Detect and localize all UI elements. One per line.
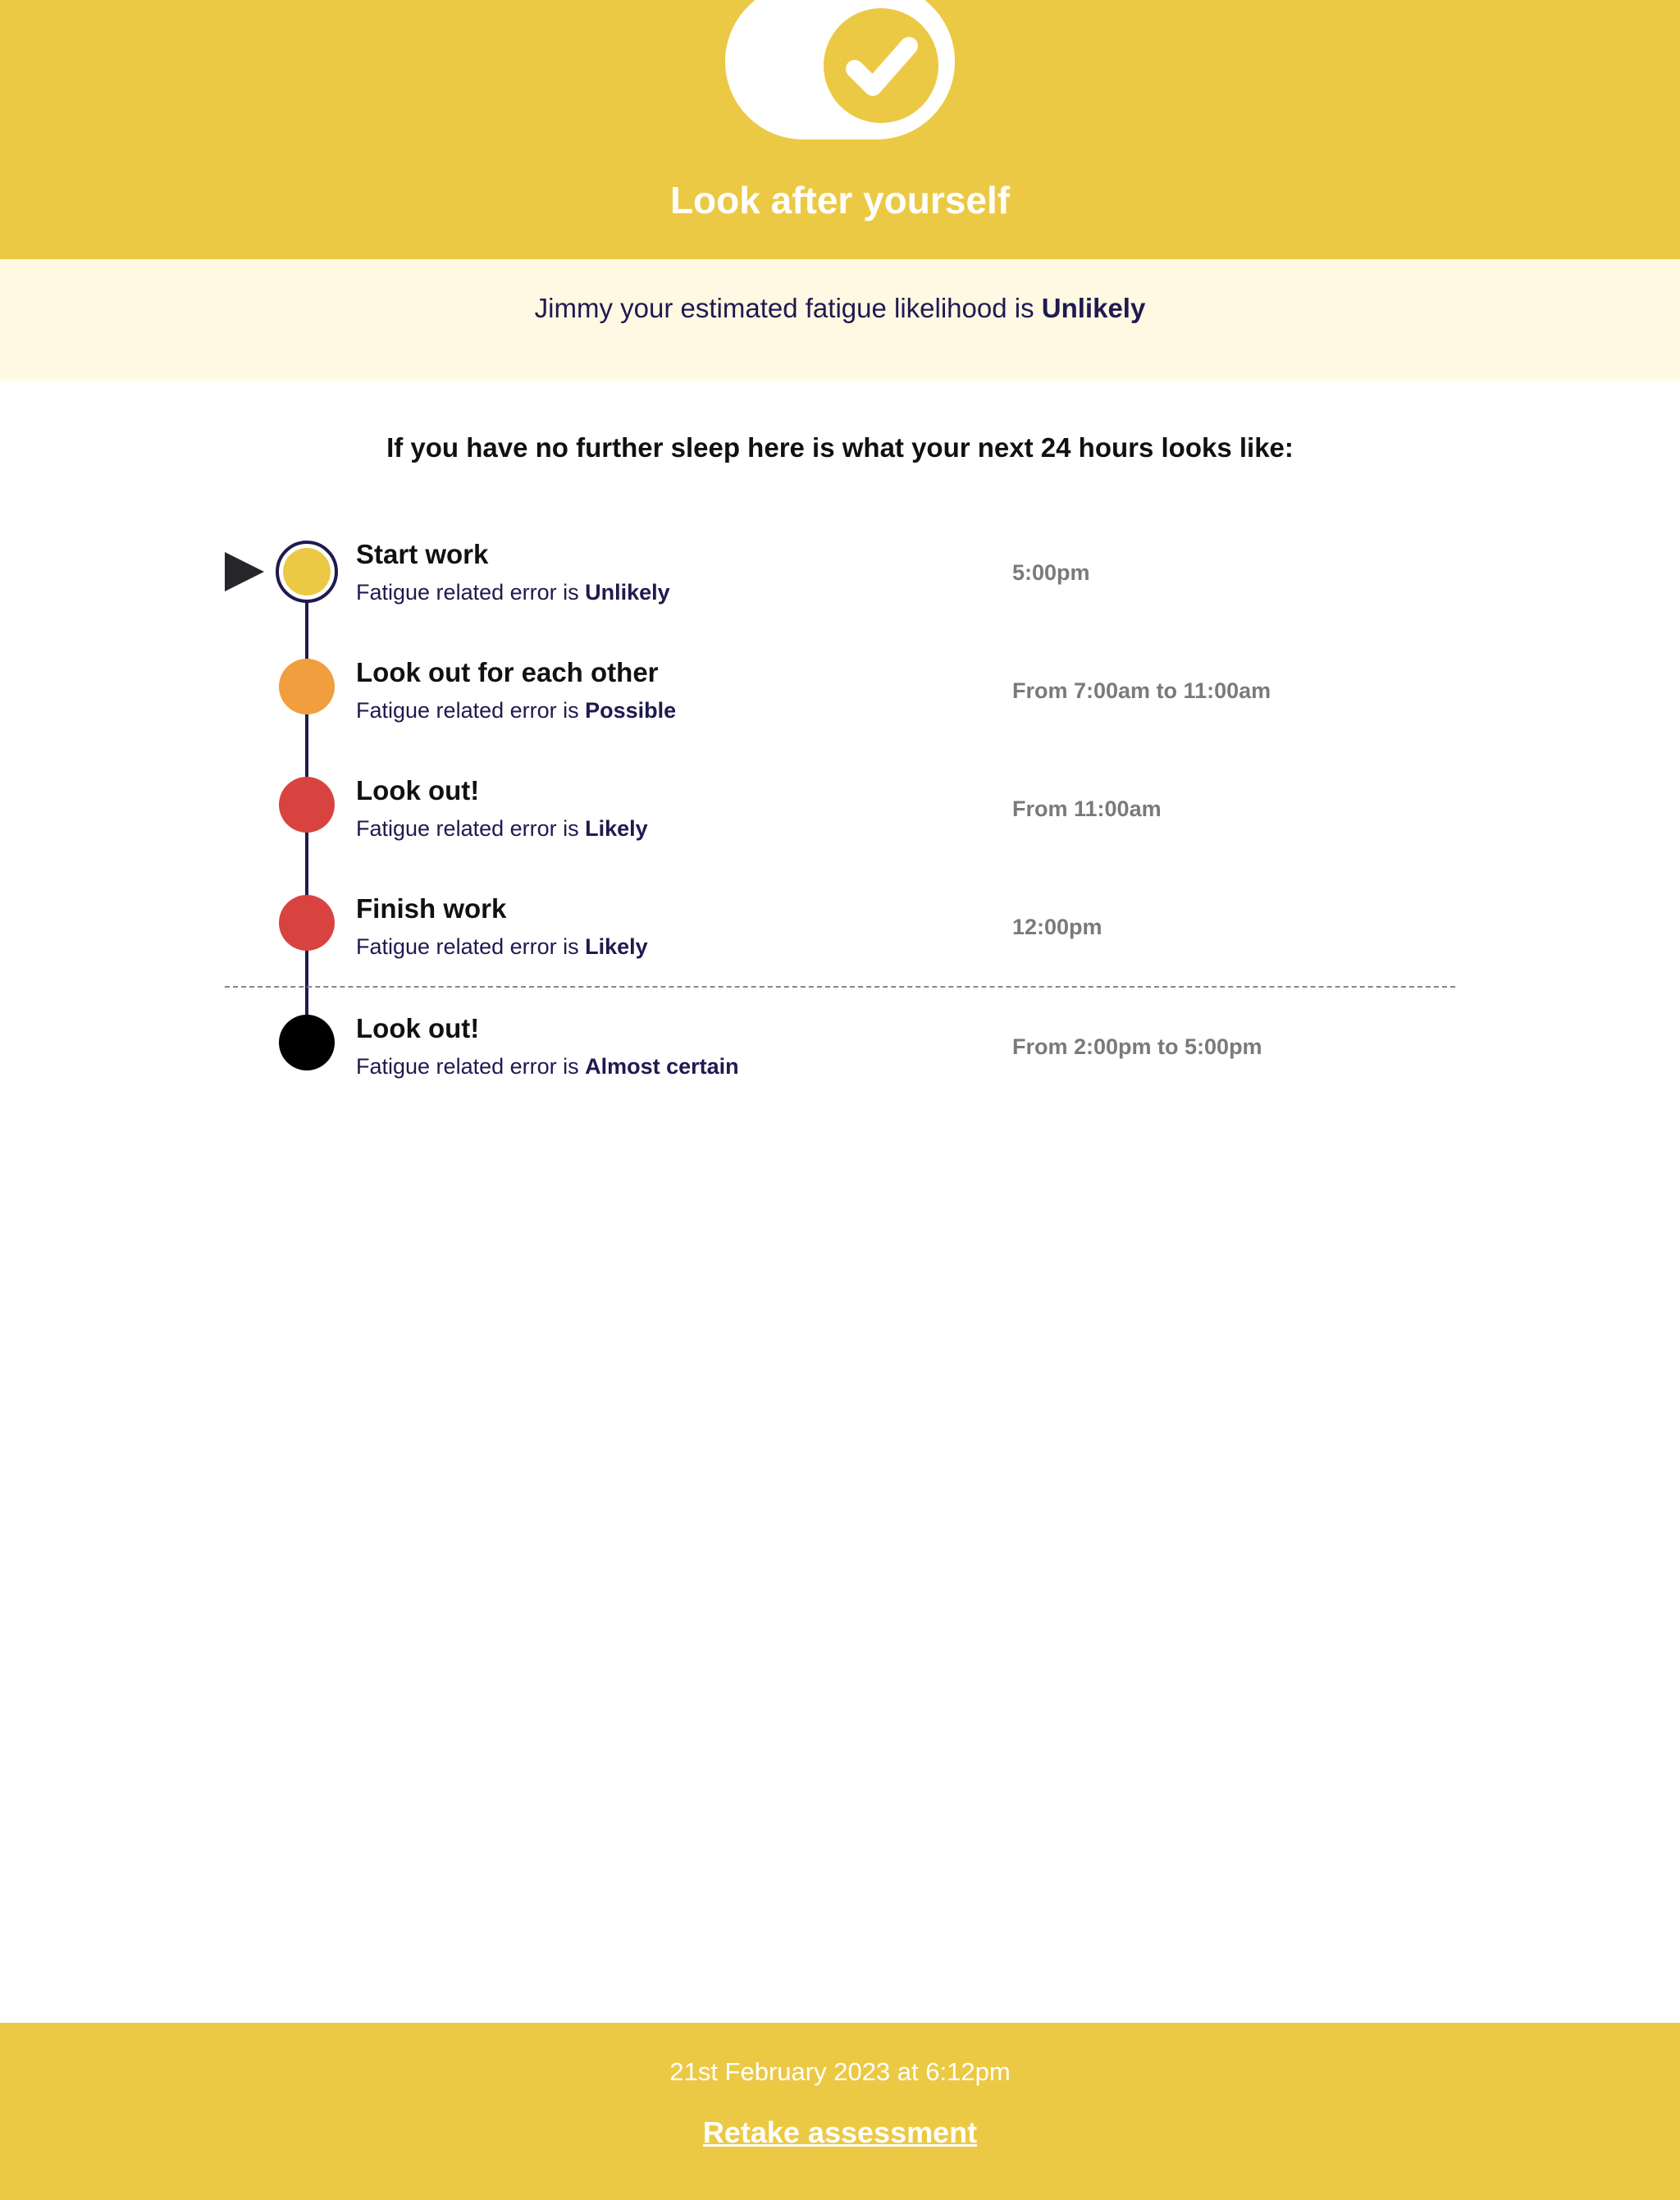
event-title: Start work	[356, 539, 489, 569]
event-level: Possible	[585, 698, 677, 723]
event-status: Fatigue related error is Likely	[356, 816, 648, 841]
timeline-dot	[279, 1015, 335, 1070]
likelihood-text	[0, 290, 1680, 326]
event-time: 5:00pm	[1012, 560, 1090, 585]
event-level: Likely	[585, 816, 648, 841]
timeline-dot	[279, 777, 335, 833]
retake-assessment-link[interactable]: Retake assessment	[702, 2116, 978, 2149]
likelihood-prefix: Jimmy your estimated fatigue likelihood is	[534, 293, 1042, 323]
check-icon	[824, 8, 938, 123]
toggle-switch	[725, 0, 955, 139]
page-title: Look after yourself	[669, 179, 1011, 221]
end-of-work-divider	[225, 986, 1455, 988]
event-time: 12:00pm	[1012, 915, 1102, 939]
footer	[0, 2023, 1680, 2200]
likelihood-value: Unlikely	[1041, 293, 1146, 323]
event-time: From 2:00pm to 5:00pm	[1012, 1034, 1262, 1059]
event-status: Fatigue related error is Unlikely	[356, 580, 670, 605]
event-time: From 11:00am	[1012, 796, 1162, 821]
event-status: Fatigue related error is Almost certain	[356, 1054, 739, 1079]
timeline-heading: If you have no further sleep here is what your next 24 hours looks like:	[386, 432, 1294, 463]
event-title: Finish work	[356, 893, 507, 924]
event-level: Likely	[585, 934, 648, 959]
event-title: Look out!	[356, 1013, 480, 1043]
timeline-dot-current	[276, 541, 338, 603]
event-title: Look out for each other	[356, 657, 659, 687]
timeline-dot	[279, 659, 335, 714]
event-level: Unlikely	[585, 580, 670, 605]
assessment-date: 21st February 2023 at 6:12pm	[669, 2057, 1011, 2086]
event-status: Fatigue related error is Possible	[356, 698, 677, 723]
current-pointer-icon	[225, 552, 264, 591]
event-level: Almost certain	[585, 1054, 739, 1079]
event-time: From 7:00am to 11:00am	[1012, 678, 1271, 703]
timeline-dot	[279, 895, 335, 951]
event-title: Look out!	[356, 775, 480, 806]
event-status: Fatigue related error is Likely	[356, 934, 648, 959]
